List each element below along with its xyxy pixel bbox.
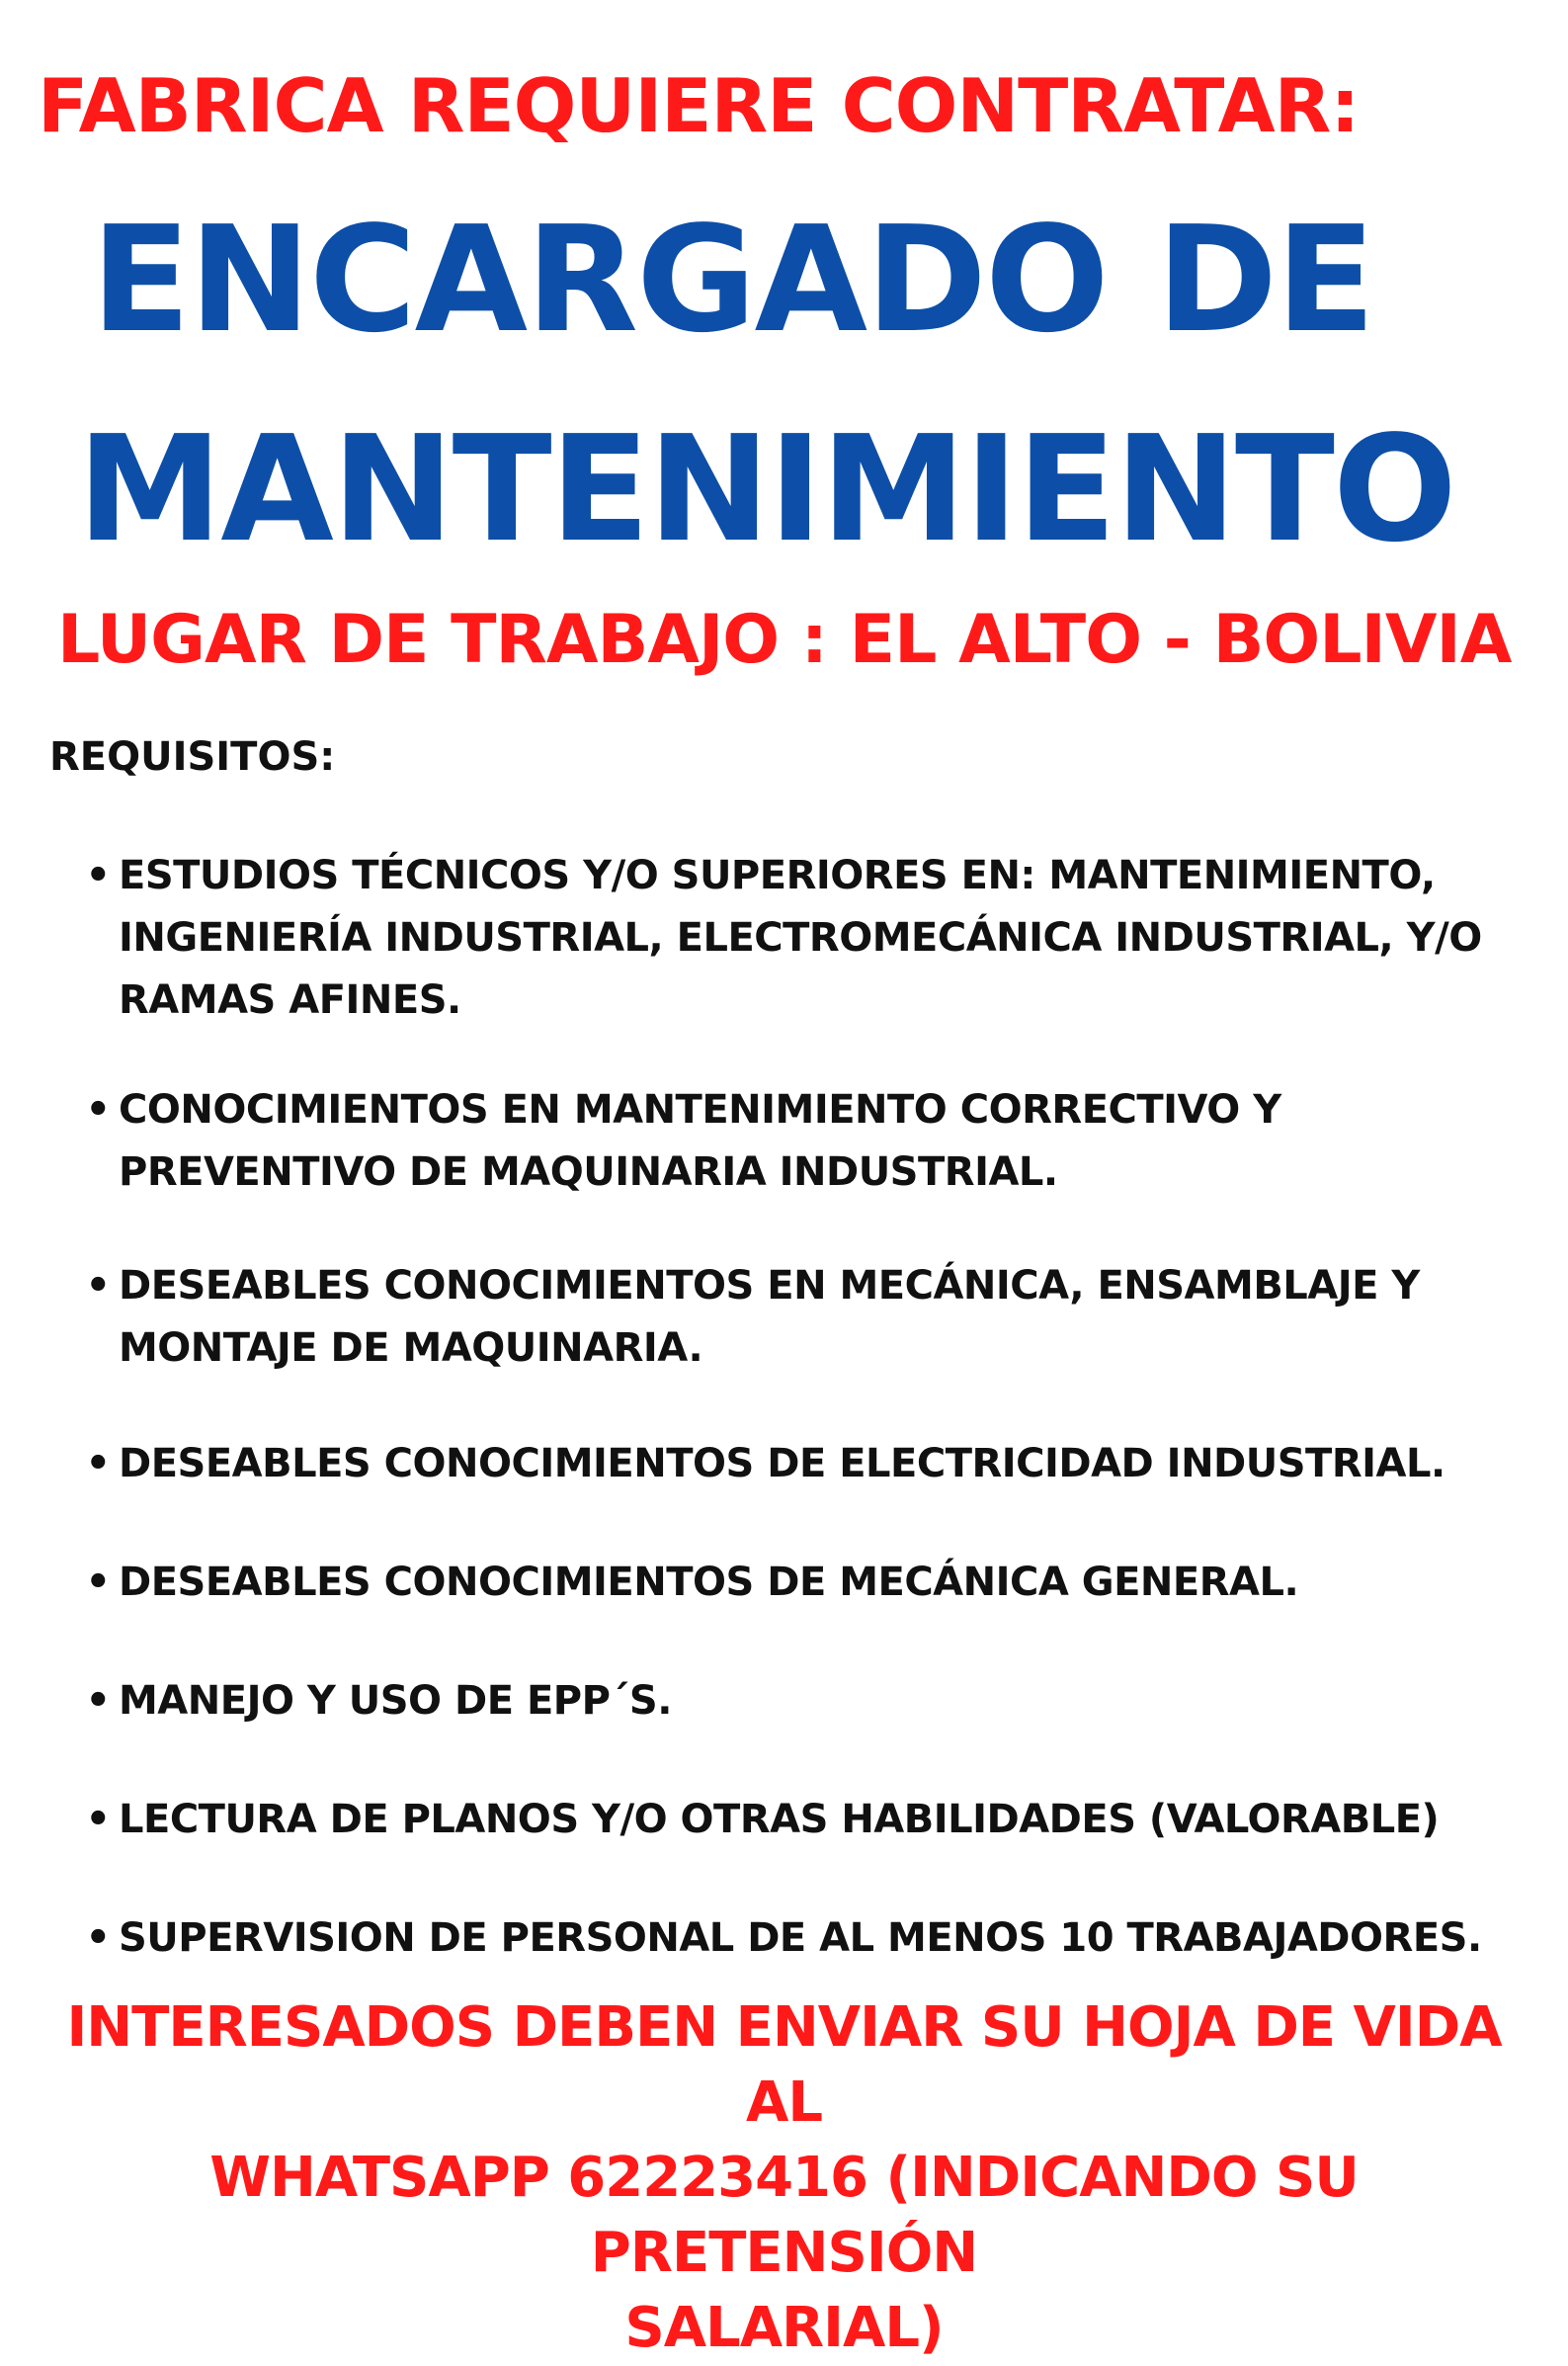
job-title-line-2: MANTENIMIENTO xyxy=(77,404,1455,574)
bullet-icon: • xyxy=(85,1087,111,1133)
requirement-item xyxy=(83,1255,1555,1380)
requirement-text: DESEABLES CONOCIMIENTOS EN MECÁNICA, ENSAMBLAJE Y MONTAJE DE MAQUINARIA. xyxy=(119,1263,1420,1371)
requirement-text: LECTURA DE PLANOS Y/O OTRAS HABILIDADES (VALORABLE) xyxy=(119,1797,1440,1842)
requirement-text: MANEJO Y USO DE EPP´S. xyxy=(119,1678,672,1724)
bullet-icon: • xyxy=(85,1678,111,1724)
contact-instructions: INTERESADOS DEBEN ENVIAR SU HOJA DE VIDA AL WHATSAPP 62223416 (INDICANDO SU PRETENSIÓN SALARIAL) xyxy=(66,1995,1502,2360)
requirement-text: CONOCIMIENTOS EN MANTENIMIENTO CORRECTIVO Y PREVENTIVO DE MAQUINARIA INDUSTRIAL. xyxy=(119,1087,1281,1195)
requirement-text: DESEABLES CONOCIMIENTOS DE MECÁNICA GENERAL. xyxy=(119,1560,1299,1605)
bullet-icon: • xyxy=(85,1441,111,1486)
bullet-icon: • xyxy=(85,1797,111,1842)
requirement-item xyxy=(83,845,1555,1032)
job-title-line-1: ENCARGADO DE xyxy=(91,195,1374,365)
requirement-text: ESTUDIOS TÉCNICOS Y/O SUPERIORES EN: MANTENIMIENTO, INGENIERÍA INDUSTRIAL, ELECTROMECÁNICA INDUSTRIAL, Y/O RAMAS AFINES. xyxy=(119,853,1482,1023)
bullet-icon: • xyxy=(85,1263,111,1309)
bullet-icon: • xyxy=(85,1560,111,1605)
work-location: LUGAR DE TRABAJO : EL ALTO - BOLIVIA xyxy=(57,601,1512,679)
requirement-item xyxy=(83,1670,1555,1732)
requirement-item xyxy=(83,1079,1555,1204)
headline: FABRICA REQUIERE CONTRATAR: xyxy=(38,62,1360,149)
requirement-item xyxy=(83,1552,1555,1614)
requirement-item xyxy=(83,1433,1555,1495)
bullet-icon: • xyxy=(85,1915,111,1961)
requirements-heading: REQUISITOS: xyxy=(49,734,336,780)
requirement-text: SUPERVISION DE PERSONAL DE AL MENOS 10 TRABAJADORES. xyxy=(119,1915,1482,1961)
bullet-icon: • xyxy=(85,853,111,898)
requirement-item xyxy=(83,1907,1555,1970)
requirement-text: DESEABLES CONOCIMIENTOS DE ELECTRICIDAD INDUSTRIAL. xyxy=(119,1441,1445,1486)
requirement-item xyxy=(83,1789,1555,1851)
